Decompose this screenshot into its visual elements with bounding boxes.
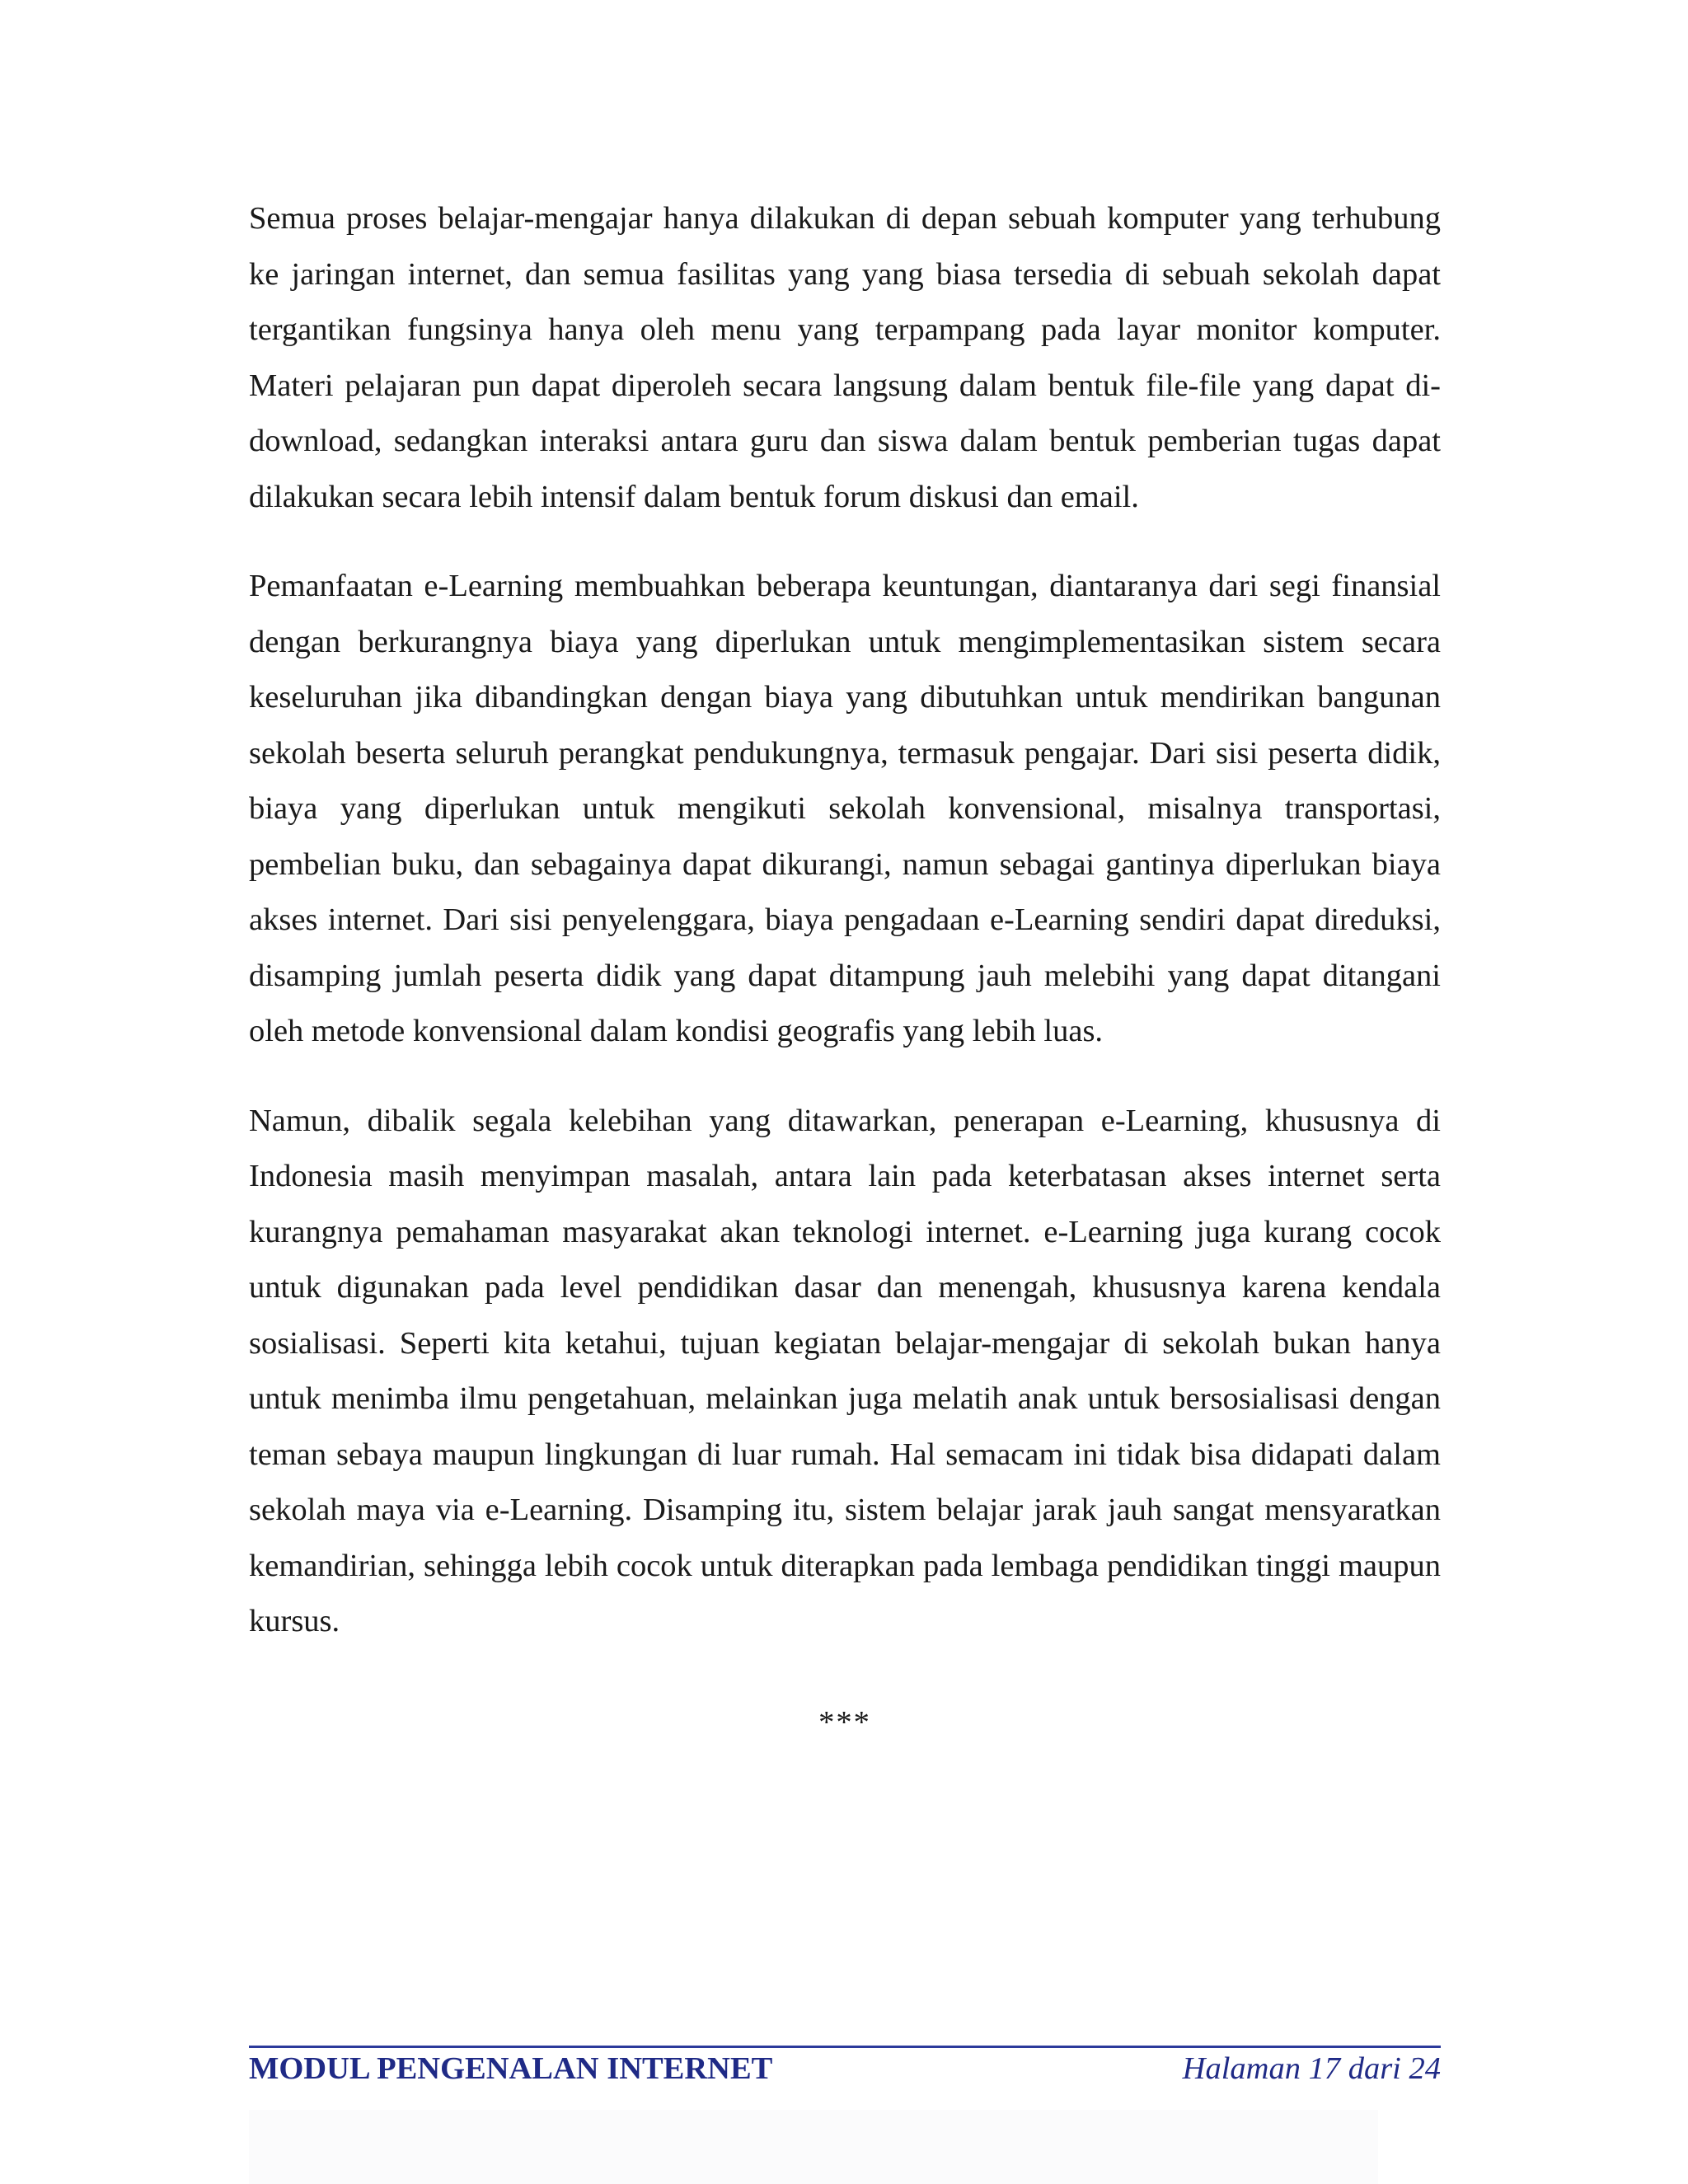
document-body bbox=[249, 191, 1441, 1750]
footer-title: MODUL PENGENALAN INTERNET bbox=[249, 2051, 773, 2086]
page-number: Halaman 17 dari 24 bbox=[1182, 2051, 1441, 2086]
paragraph-1: Semua proses belajar-mengajar hanya dilakukan di depan sebuah komputer yang terhubung ke jaringan internet, dan semua fasilitas yang yang biasa tersedia di sebuah sekolah dapat tergantikan fungsinya hanya oleh menu yang terpampang pada layar monitor komputer. Materi pelajaran pun dapat diperoleh secara langsung dalam bentuk file-file yang dapat di-download, sedangkan interaksi antara guru dan siswa dalam bentuk pemberian tugas dapat dilakukan secara lebih intensif dalam bentuk forum diskusi dan email. bbox=[249, 201, 1441, 514]
footer-divider bbox=[249, 2046, 1441, 2048]
paragraph-3: Namun, dibalik segala kelebihan yang ditawarkan, penerapan e-Learning, khususnya di Indonesia masih menyimpan masalah, antara lain pada keterbatasan akses internet serta kurangnya pemahaman masyarakat akan teknologi internet. e-Learning juga kurang cocok untuk digunakan pada level pendidikan dasar dan menengah, khususnya karena kendala sosialisasi. Seperti kita ketahui, tujuan kegiatan belajar-mengajar di sekolah bukan hanya untuk menimba ilmu pengetahuan, melainkan juga melatih anak untuk bersosialisasi dengan teman sebaya maupun lingkungan di luar rumah. Hal semacam ini tidak bisa didapati dalam sekolah maya via e-Learning. Disamping itu, sistem belajar jarak jauh sangat mensyaratkan kemandirian, sehingga lebih cocok untuk diterapkan pada lembaga pendidikan tinggi maupun kursus. bbox=[249, 1103, 1441, 1638]
page-footer bbox=[249, 2050, 1441, 2097]
paragraph-2: Pemanfaatan e-Learning membuahkan beberapa keuntungan, diantaranya dari segi finansial dengan berkurangnya biaya yang diperlukan untuk mengimplementasikan sistem secara keseluruhan jika dibandingkan dengan biaya yang dibutuhkan untuk mendirikan bangunan sekolah beserta seluruh perangkat pendukungnya, termasuk pengajar. Dari sisi peserta didik, biaya yang diperlukan untuk mengikuti sekolah konvensional, misalnya transportasi, pembelian buku, dan sebagainya dapat dikurangi, namun sebagai gantinya diperlukan biaya akses internet. Dari sisi penyelenggara, biaya pengadaan e-Learning sendiri dapat direduksi, disamping jumlah peserta didik yang dapat ditampung jauh melebihi yang dapat ditangani oleh metode konvensional dalam kondisi geografis yang lebih luas. bbox=[249, 569, 1441, 1048]
scan-shadow bbox=[249, 2110, 1378, 2184]
section-separator: *** bbox=[818, 1704, 871, 1740]
